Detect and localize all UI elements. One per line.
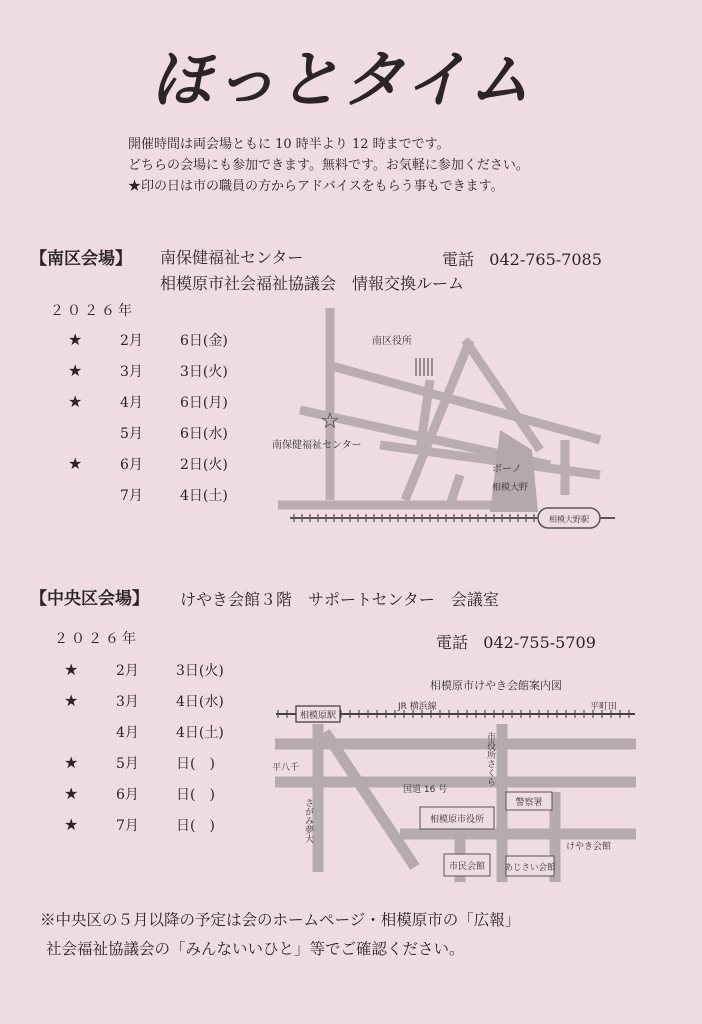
footnote-line: 社会福祉協議会の「みんないいひと」等でご確認ください。 xyxy=(46,940,465,958)
date-row xyxy=(64,722,264,742)
star-icon: ★ xyxy=(64,815,79,834)
map-label-route16: 国道 16 号 xyxy=(403,785,448,795)
south-venue-name: 南保健福祉センター xyxy=(160,248,304,267)
phone-label: 電話 xyxy=(436,633,469,652)
south-map xyxy=(270,300,620,545)
central-year: ２０２６年 xyxy=(54,631,139,647)
date-month: 2月 xyxy=(120,333,143,349)
date-row xyxy=(64,815,264,835)
date-day: 4日(水) xyxy=(176,694,224,710)
date-row xyxy=(68,330,268,350)
intro-text xyxy=(128,134,529,197)
map-label-city-office: 南区役所 xyxy=(372,336,412,347)
map-label-jr-line: JR 横浜線 xyxy=(398,702,437,712)
south-year: ２０２６年 xyxy=(50,303,135,319)
venue-star-icon: ☆ xyxy=(320,409,340,434)
phone-number: 042-755-5709 xyxy=(483,633,596,652)
date-row xyxy=(68,423,268,443)
map-label-sagamiono: 相模大野 xyxy=(492,483,529,493)
date-month: 5月 xyxy=(116,756,139,772)
date-row xyxy=(64,753,264,773)
central-venue-heading: 【中央区会場】 xyxy=(30,589,149,609)
south-venue-heading: 【南区会場】 xyxy=(30,249,132,269)
date-day: 6日(月) xyxy=(180,395,228,411)
date-month: 4月 xyxy=(116,725,139,741)
date-row xyxy=(64,691,264,711)
map-label-heicho: 平町田 xyxy=(590,702,618,712)
map-label-ajisai: あじさい会館 xyxy=(504,863,556,873)
map-label-city-office: 相模原市役所 xyxy=(429,815,485,825)
page-title: ほっとタイム xyxy=(150,43,533,116)
date-day: 3日(火) xyxy=(180,364,228,380)
star-icon: ★ xyxy=(64,660,79,679)
date-month: 7月 xyxy=(120,488,143,504)
star-icon: ★ xyxy=(64,784,79,803)
map-label-bono: ボーノ xyxy=(492,464,522,475)
map-label-station: 相模原駅 xyxy=(299,711,337,721)
date-day: 6日(金) xyxy=(180,333,228,349)
date-day: 6日(水) xyxy=(180,426,228,442)
central-venue-name: けやき会館３階 サポートセンター 会議室 xyxy=(180,590,499,609)
date-day: 4日(土) xyxy=(180,488,228,504)
map-label-police: 警察署 xyxy=(515,798,543,808)
building-hatch-icon xyxy=(416,358,432,376)
star-icon: ★ xyxy=(64,691,79,710)
star-icon: ★ xyxy=(68,454,83,473)
map-label-shimin: 市民会館 xyxy=(448,862,486,872)
intro-line: 開催時間は両会場ともに 10 時半より 12 時までです。 xyxy=(128,137,450,152)
star-icon: ★ xyxy=(68,330,83,349)
date-row xyxy=(68,454,268,474)
date-month: 6月 xyxy=(120,457,143,473)
date-day: 日( ) xyxy=(176,787,215,803)
date-row xyxy=(64,784,264,804)
date-row xyxy=(68,485,268,505)
date-day: 日( ) xyxy=(176,818,215,834)
map-label-sakura: 市役所さくら xyxy=(485,732,495,786)
map-label-center: 南保健福祉センター xyxy=(272,440,362,451)
date-day: 日( ) xyxy=(176,756,215,772)
date-month: 3月 xyxy=(120,364,143,380)
date-month: 7月 xyxy=(116,818,139,834)
south-phone xyxy=(442,247,602,270)
phone-number: 042-765-7085 xyxy=(489,250,602,269)
map-title: 相模原市けやき会館案内図 xyxy=(430,679,562,692)
central-phone xyxy=(436,630,596,653)
map-label-station: 相模大野駅 xyxy=(549,515,589,524)
date-row xyxy=(68,392,268,412)
star-icon: ★ xyxy=(68,361,83,380)
date-month: 3月 xyxy=(116,694,139,710)
date-month: 2月 xyxy=(116,663,139,679)
south-venue-room: 相模原市社会福祉協議会 情報交換ルーム xyxy=(160,274,465,293)
footnote-line: ※中央区の５月以降の予定は会のホームページ・相模原市の「広報」 xyxy=(40,911,521,929)
central-map xyxy=(270,672,642,887)
date-day: 2日(火) xyxy=(180,457,228,473)
date-month: 6月 xyxy=(116,787,139,803)
footnote xyxy=(40,906,520,964)
date-month: 5月 xyxy=(120,426,143,442)
map-label-sagami: さがみ夢大 xyxy=(303,798,313,843)
map-label-heihachi: 平八千 xyxy=(272,763,300,773)
date-day: 4日(土) xyxy=(176,725,224,741)
date-row xyxy=(64,660,264,680)
intro-line: どちらの会場にも参加できます。無料です。お気軽に参加ください。 xyxy=(128,158,529,173)
map-label-keyaki: けやき会館 xyxy=(566,842,612,852)
date-day: 3日(火) xyxy=(176,663,224,679)
star-icon: ★ xyxy=(68,392,83,411)
intro-line: ★印の日は市の職員の方からアドバイスをもらう事もできます。 xyxy=(128,179,504,194)
phone-label: 電話 xyxy=(442,250,475,269)
date-row xyxy=(68,361,268,381)
date-month: 4月 xyxy=(120,395,143,411)
star-icon: ★ xyxy=(64,753,79,772)
